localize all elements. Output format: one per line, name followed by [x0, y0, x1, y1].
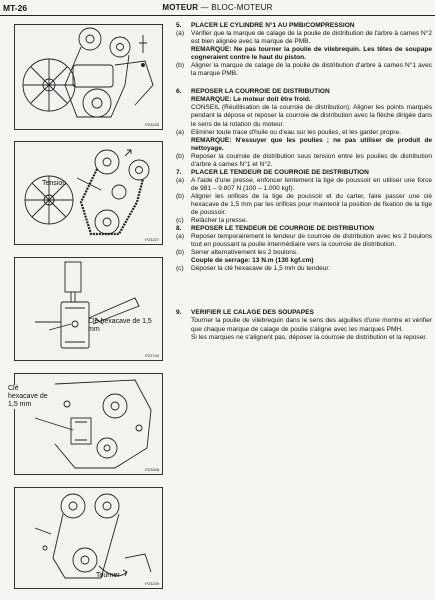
item-text: Eliminer toute trace d'huile ou d'eau sur les poulies, et les garder propre.: [191, 128, 401, 136]
step-6a: [176, 129, 432, 137]
step-7b: [176, 193, 432, 217]
step-number: 7.: [176, 168, 182, 176]
header-title-separator: —: [198, 3, 212, 12]
hex-key-callout: Clé hexacave de 1,5 mm: [8, 385, 48, 408]
step-title: PLACER LE CYLINDRE N°1 AU PMB/COMPRESSION: [191, 22, 355, 29]
step-5a: [176, 30, 432, 46]
tension-callout: Tension: [42, 180, 67, 187]
step-9-text-2: Si les marques ne s'alignent pas, déposer la courroie de distribution et la reposer.: [191, 333, 427, 341]
step-title: PLACER LE TENDEUR DE COURROIE DE DISTRIBUTION: [191, 168, 369, 176]
step-5-heading: [176, 22, 432, 30]
figure-code: P23239: [145, 581, 159, 586]
figure-code: P22744: [145, 353, 159, 358]
timing-belt-illustration: [15, 142, 162, 244]
item-text: Aligner la marque de calage de la poulie de distribution d'arbre à cames N°1 avec la marque PMB.: [191, 62, 432, 78]
step-number: 9.: [176, 309, 182, 317]
valve-timing-illustration: [15, 488, 162, 588]
figure-valve-timing-check: [14, 487, 163, 589]
engine-pulley-illustration: [15, 25, 162, 129]
header-title-main: MOTEUR: [162, 3, 199, 12]
figure-tensioner-press: [14, 257, 163, 361]
item-text: Vérifier que la marque de calage de la poulie de distribution de l'arbre à cames N°2 est bien alignée avec la marque de PMB.: [191, 30, 432, 46]
step-6b: [176, 153, 432, 169]
step-title: REPOSER LE TENDEUR DE COURROIE DE DISTRIBUTION: [191, 225, 374, 233]
item-text: A l'aide d'une presse, enfoncer lentement la tige de poussoir en utiliser une force de 981 – 9.807 N (100 – 1.000 kgf).: [191, 176, 432, 192]
step-8a: [176, 233, 432, 249]
item-tag: (b): [176, 249, 185, 257]
item-tag: (b): [176, 62, 185, 70]
step-7-heading: [176, 169, 432, 177]
item-text: Serrer alternativement les 2 boulons.: [191, 249, 298, 257]
step-number: 6.: [176, 88, 182, 96]
figure-code: P23226: [145, 122, 159, 127]
step-6-conseil: CONSEIL (Réutilisation de la courroie de distribution): Aligner les points marqués pendant la dépose et reposer la courroie de distribution avec la flèche dirigée dans le sens de la rotation du moteur.: [191, 104, 432, 128]
header-rule: [0, 15, 435, 16]
instructions-column: [176, 22, 432, 342]
item-tag: (a): [176, 233, 185, 241]
step-7a: [176, 177, 432, 193]
item-text: Relâcher la presse.: [191, 217, 248, 225]
item-tag: (b): [176, 152, 185, 160]
page-number: MT-26: [3, 3, 28, 13]
header-title: [0, 3, 435, 12]
step-6-remark-2: REMARQUE: N'essuyer que les poulies ; ne pas utiliser de produit de nettoyage.: [191, 136, 432, 152]
step-number: 5.: [176, 22, 182, 29]
step-8c: [176, 265, 432, 273]
step-9-heading: [176, 309, 432, 317]
item-tag: (b): [176, 192, 185, 200]
figure-cam-pulley-alignment: [14, 24, 163, 130]
header-title-sub: BLOC-MOTEUR: [211, 3, 273, 12]
step-8-torque: Couple de serrage: 13 N.m (130 kgf.cm): [191, 257, 314, 265]
item-tag: (a): [176, 30, 185, 38]
item-text: Déposer la clé hexacave de 1,5 mm du tendeur.: [191, 265, 331, 273]
item-tag: (c): [176, 217, 184, 225]
figure-code: P23227: [145, 237, 159, 242]
step-8-heading: [176, 225, 432, 233]
step-title: VERIFIER LE CALAGE DES SOUPAPES: [191, 309, 314, 317]
tensioner-press-illustration: [15, 258, 162, 360]
rotate-callout: Tourner: [96, 572, 120, 579]
item-text: Reposer la courroie de distribution sous tension entre les poulies de distribution d'arbre à cames N°1 et N°2.: [191, 152, 432, 168]
step-6-heading: [176, 88, 432, 96]
item-text: Reposer temporairement le tendeur de courroie de distribution avec les 2 boulons tout en poussant la poulie intermédiaire vers la courroie de distribution.: [191, 233, 432, 249]
item-tag: (a): [176, 176, 185, 184]
step-5-remark: REMARQUE: Ne pas tourner la poulie de vilebrequin. Les têtes de soupape cogneraient contre le haut du piston.: [191, 46, 432, 62]
step-7c: [176, 217, 432, 225]
item-tag: (a): [176, 128, 185, 136]
item-text: Aligner les orifices de la tige de poussoir et du carter, faire passer une clé hexacave de 1,5 mm par les orifices pour maintenir la position de fixation de la tige de poussoir.: [191, 192, 432, 217]
step-8b: [176, 249, 432, 257]
figure-timing-belt-install: [14, 141, 163, 245]
page-header: [0, 0, 435, 18]
step-number: 8.: [176, 225, 182, 233]
step-5b: [176, 62, 432, 78]
item-tag: (c): [176, 265, 184, 273]
hex-key-callout: Clé hexacave de 1,5 mm: [88, 318, 152, 333]
step-9-text-1: Tourner la poulie de vilebrequin dans le sens des aiguilles d'une montre et vérifier que chaque marque de calage de poulie s'aligne avec les marques PMH.: [191, 317, 432, 333]
figure-code: P22848: [145, 467, 159, 472]
step-title: REPOSER LA COURROIE DE DISTRIBUTION: [191, 88, 330, 96]
step-6-remark: REMARQUE: Le moteur doit être froid.: [191, 96, 311, 104]
